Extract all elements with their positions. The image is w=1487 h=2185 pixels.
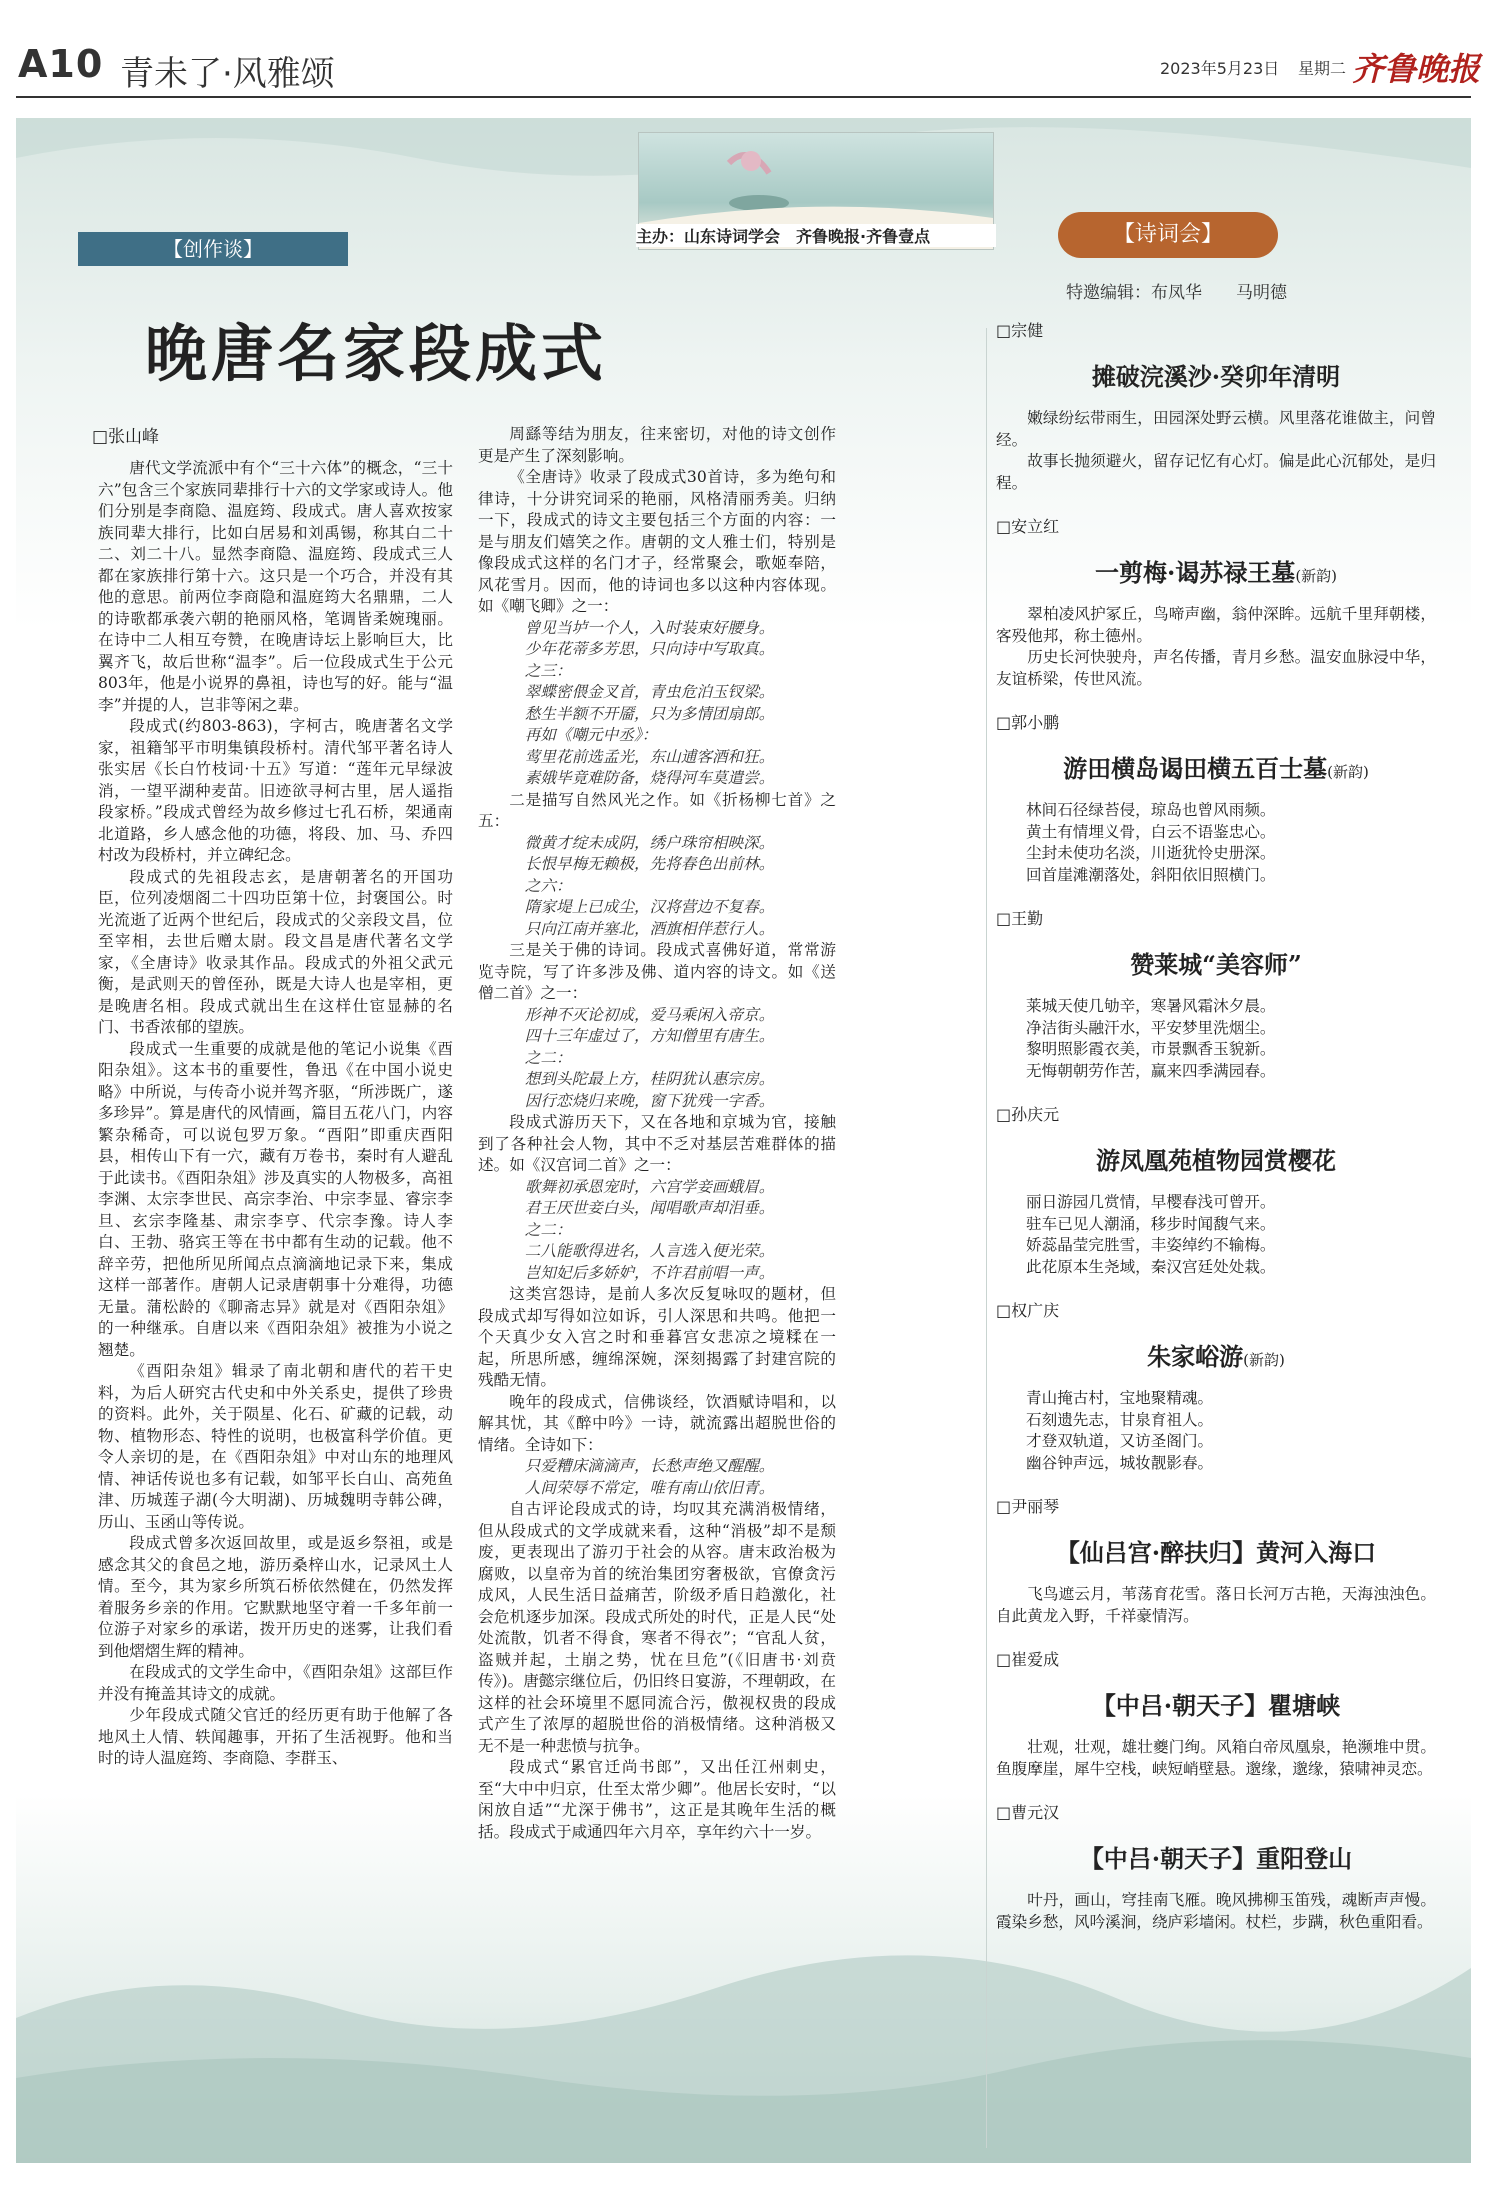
poem-line: 此花原本生尧域，秦汉宫廷处处栽。 xyxy=(1026,1257,1276,1276)
poem-line: 回首崖滩潮落处，斜阳依旧照横门。 xyxy=(1026,865,1276,884)
poem-block xyxy=(996,514,1436,690)
poems-column xyxy=(996,318,1436,1953)
poem-block xyxy=(996,1298,1436,1474)
quoted-verse: 曾见当垆一个人，入时装束好腰身。 xyxy=(524,618,775,637)
poem-title-text: 游田横岛谒田横五百士墓 xyxy=(1063,754,1328,783)
poem-title xyxy=(996,1141,1436,1176)
poem-line: 黎明照影霞衣美，市景飘香玉貌新。 xyxy=(1026,1040,1276,1058)
poem-title xyxy=(996,553,1436,588)
poem-title-text: 游凤凰苑植物园赏樱花 xyxy=(1096,1146,1336,1175)
poem-line: 驻车已见人潮涌，移步时闻馥气来。 xyxy=(1026,1214,1276,1233)
quoted-verse: 愁生半额不开靥，只为多情团扇郎。 xyxy=(524,704,775,723)
poem-line: 娇蕊晶莹完胜雪，丰姿绰约不输梅。 xyxy=(1026,1236,1276,1254)
poem-block xyxy=(996,1800,1436,1933)
poem-title xyxy=(996,1839,1436,1874)
poem-author: □崔爱成 xyxy=(996,1650,1060,1669)
quoted-verse: 人间荣辱不常定，唯有南山依旧青。 xyxy=(524,1478,775,1497)
article-title: 晚唐名家段成式 xyxy=(144,317,607,390)
poem-title xyxy=(996,1686,1436,1721)
article-column-2 xyxy=(478,424,836,1843)
article-paragraph: 《全唐诗》收录了段成式30首诗，多为绝句和律诗，十分讲究词采的艳丽，风格清丽秀美。归纳一下，段成式的诗文主要包括三个方面的内容：一是与朋友们嬉笑之作。唐朝的文人雅士们，特别是像段成式这样的名门才子，经常聚会，歌姬奉陪，风花雪月。因而，他的诗词也多以这种内容体现。如《嘲飞卿》之一： xyxy=(478,468,836,615)
poem-author: □尹丽琴 xyxy=(996,1497,1060,1516)
poem-author: □郭小鹏 xyxy=(996,713,1060,732)
poem-title xyxy=(996,1337,1436,1372)
quoted-verse: 再如《嘲元中丞》： xyxy=(524,726,658,744)
quoted-verse: 只爱糟床滴滴声，长愁声绝又醒醒。 xyxy=(524,1457,775,1475)
poem-author: □孙庆元 xyxy=(996,1105,1060,1124)
poem-block xyxy=(996,906,1436,1082)
newspaper-logo: 齐鲁晚报 xyxy=(1352,50,1481,88)
quoted-verse: 岂知妃后多娇妒，不许君前唱一声。 xyxy=(524,1263,775,1282)
poem-title-text: 【仙吕宫·醉扶归】黄河入海口 xyxy=(1055,1538,1377,1567)
article-paragraph: 段成式的先祖段志玄，是唐朝著名的开国功臣，位列凌烟阁二十四功臣第十位，封褒国公。时光流逝了近两个世纪后，段成式的父亲段文昌，位至宰相，去世后赠太尉。段文昌是唐代著名文学家，《全唐诗》收录其作品。段成式的外祖父武元衡，是武则天的曾侄孙，既是大诗人也是宰相，更是晚唐名相。段成式就出生在这样仕宦显赫的名门、书香浓郁的望族。 xyxy=(98,867,453,1036)
quoted-verse: 形神不灭论初成，爱马乘闲入帝京。 xyxy=(524,1005,775,1024)
poem-rhyme-note: (新韵) xyxy=(1327,763,1369,781)
article-paragraph: 这类宫怨诗，是前人多次反复咏叹的题材，但段成式却写得如泣如诉，引人深思和共鸣。他把一个天真少女入宫之时和垂暮宫女悲凉之境糅在一起，所思所感，缠绵深婉，深刻揭露了封建宫院的残酷无情。 xyxy=(478,1285,836,1389)
article-paragraph: 二是描写自然风光之作。如《折杨柳七首》之五： xyxy=(478,790,836,830)
header-divider xyxy=(16,96,1471,98)
poem-line: 才登双轨道，又访圣阁门。 xyxy=(1026,1432,1214,1450)
poem-block xyxy=(996,318,1436,494)
poem-line: 青山掩古村，宝地聚精魂。 xyxy=(1026,1389,1214,1407)
quoted-verse: 少年花蒂多芳思，只向诗中写取真。 xyxy=(524,640,775,658)
poem-line: 翠柏凌风护冢丘，鸟啼声幽，翁仲深眸。远航千里拜朝楼，客殁他邦，称土德州。 xyxy=(996,605,1436,645)
quoted-verse: 想到头陀最上方，桂阴犹认惠宗房。 xyxy=(524,1070,775,1088)
quoted-verse: 之三： xyxy=(524,661,572,680)
poem-title xyxy=(996,749,1436,784)
poem-line: 石刻遗先志，甘泉育祖人。 xyxy=(1026,1410,1214,1429)
poem-title-text: 赞莱城“美容师” xyxy=(1130,950,1302,979)
article-paragraph: 唐代文学流派中有个“三十六体”的概念，“三十六”包含三个家族同辈排行十六的文学家或诗人。他们分别是李商隐、温庭筠、段成式。唐人喜欢按家族同辈大排行，比如白居易和刘禹锡，称其白二十二、刘二十八。显然李商隐、温庭筠、段成式三人都在家族排行第十六。这只是一个巧合，并没有其他的意思。前两位李商隐和温庭筠大名鼎鼎，二人的诗歌都承袭六朝的艳丽风格，笔调皆柔婉瑰丽。在诗中二人相互夸赞，在晚唐诗坛上影响巨大，比翼齐飞，故后世称“温李”。后一位段成式生于公元803年，他是小说界的鼻祖，诗也写的好。能与“温李”并提的人，岂非等闲之辈。 xyxy=(98,459,453,714)
article-author: □张山峰 xyxy=(92,427,160,447)
poem-author: □曹元汉 xyxy=(996,1803,1060,1822)
poem-line: 嫩绿纷纭带雨生，田园深处野云横。风里落花谁做主，问曾经。 xyxy=(996,409,1436,449)
poem-line: 丽日游园几赏情，早樱春浅可曾开。 xyxy=(1026,1193,1276,1211)
poem-line: 林间石径绿苔侵，琼岛也曾风雨频。 xyxy=(1026,801,1276,819)
quoted-verse: 隋家堤上已成尘，汉将营边不复春。 xyxy=(524,898,775,916)
article-paragraph: 少年段成式随父官迁的经历更有助于他解了各地风土人情、轶闻趣事，开拓了生活视野。他和当时的诗人温庭筠、李商隐、李群玉、 xyxy=(98,1706,453,1767)
issue-date: 2023年5月23日 xyxy=(1160,59,1280,78)
article-paragraph: 段成式“累官迁尚书郎”，又出任江州刺史，至“大中中归京，仕至太常少卿”。他居长安时，“以闲放自适”“尤深于佛书”，这正是其晚年生活的概括。段成式于咸通四年六月卒，享年约六十一岁。 xyxy=(478,1758,836,1841)
article-paragraph: 段成式游历天下，又在各地和京城为官，接触到了各种社会人物，其中不乏对基层苦难群体的描述。如《汉宫词二首》之一： xyxy=(478,1113,836,1174)
section-title: 青未了·风雅颂 xyxy=(120,54,335,94)
article-paragraph: 段成式(约803-863)，字柯古，晚唐著名文学家，祖籍邹平市明集镇段桥村。清代邹平著名诗人张实居《长白竹枝词·十五》写道：“莲年元早绿波消，一望平湖种麦苗。旧迹欲寻柯古里，居人遥指段家桥。”段成式曾经为故乡修过七孔石桥，架通南北道路，乡人感念他的功德，将段、加、马、乔四村改为段桥村，并立碑纪念。 xyxy=(98,717,453,864)
poem-line: 飞鸟遮云月，苇荡育花雪。落日长河万古艳，天海浊浊色。自此黄龙入野，千祥豪情泻。 xyxy=(996,1585,1436,1625)
quoted-verse: 二八能歌得进名，人言选入便光荣。 xyxy=(524,1242,775,1260)
issue-weekday: 星期二 xyxy=(1298,59,1347,78)
poem-line: 幽谷钟声远，城妆靓影春。 xyxy=(1026,1453,1214,1472)
quoted-verse: 因行恋烧归来晚，窗下犹残一字香。 xyxy=(524,1091,775,1110)
poem-title-text: 朱家峪游 xyxy=(1147,1342,1244,1371)
poem-author: □宗健 xyxy=(996,321,1044,340)
poem-line: 净洁街头融汗水，平安梦里洗烟尘。 xyxy=(1026,1018,1276,1037)
article-paragraph: 晚年的段成式，信佛谈经，饮酒赋诗唱和，以解其忧，其《醉中吟》一诗，就流露出超脱世俗的情绪。全诗如下： xyxy=(478,1392,836,1454)
quoted-verse: 只向江南并塞北，酒旗相伴惹行人。 xyxy=(524,919,775,938)
quoted-verse: 歌舞初承恩宠时，六宫学妾画蛾眉。 xyxy=(524,1177,775,1196)
poem-rhyme-note: (新韵) xyxy=(1295,567,1338,585)
article-paragraph: 《酉阳杂俎》辑录了南北朝和唐代的若干史料，为后人研究古代史和中外关系史，提供了珍贵的资料。此外，关于陨星、化石、矿藏的记载，动物、植物形态、特性的说明，也极富科学价值。更令人亲切的是，在《酉阳杂俎》中对山东的地理风情、神话传说也多有记载，如邹平长白山、高苑鱼津、历城莲子湖(今大明湖)、历城魏明寺韩公碑，历山、玉函山等传说。 xyxy=(98,1362,453,1531)
poem-line: 无悔朝朝劳作苦，赢来四季满园春。 xyxy=(1026,1061,1276,1080)
article-paragraph: 段成式一生重要的成就是他的笔记小说集《酉阳杂俎》。这本书的重要性，鲁迅《在中国小说史略》中所说，与传奇小说并驾齐驱，“所涉既广，遂多珍异”。算是唐代的风情画，篇目五花八门，内容繁杂稀奇，可以说包罗万象。“酉阳”即重庆酉阳县，相传山下有一穴，藏有万卷书，秦时有人避乱于此读书。《酉阳杂俎》涉及真实的人物极多，高祖李渊、太宗李世民、高宗李治、中宗李显、睿宗李旦、玄宗李隆基、肃宗李亨、代宗李豫。诗人李白、王勃、骆宾王等在书中都有生动的记载。他不辞辛劳，把他所见所闻点点滴滴地记录下来，集成这样一部著作。唐朝人记录唐朝事十分难得，功德无量。蒲松龄的《聊斋志异》就是对《酉阳杂俎》的一种继承。自唐以来《酉阳杂俎》被推为小说之翘楚。 xyxy=(98,1039,453,1359)
content-panel xyxy=(16,118,1471,2163)
poem-title-text: 【中吕·朝天子】瞿塘峡 xyxy=(1091,1691,1341,1720)
poem-author: □权广庆 xyxy=(996,1301,1060,1320)
column-tag-creation: 【创作谈】 xyxy=(78,232,348,266)
poem-line: 尘封未使功名淡，川逝犹怜史册深。 xyxy=(1026,844,1276,862)
page-number: A10 xyxy=(18,42,104,86)
poem-title-text: 摊破浣溪沙·癸卯年清明 xyxy=(1091,362,1341,391)
quoted-verse: 素娥毕竟难防备，烧得河车莫遣尝。 xyxy=(524,769,775,787)
sponsor-line: 主办：山东诗词学会 齐鲁晚报·齐鲁壹点 xyxy=(636,224,996,247)
poem-block xyxy=(996,1494,1436,1627)
quoted-verse: 长恨早梅无赖极，先将春色出前林。 xyxy=(524,855,775,873)
poem-block xyxy=(996,710,1436,886)
quoted-verse: 之六： xyxy=(524,876,572,895)
quoted-verse: 莺里花前选孟光，东山逋客酒和狂。 xyxy=(524,747,775,766)
poem-rhyme-note: (新韵) xyxy=(1243,1351,1285,1369)
quoted-verse: 翠蝶密偎金叉首，青虫危泊玉钗梁。 xyxy=(524,683,775,701)
quoted-verse: 微黄才绽未成阴，绣户珠帘相映深。 xyxy=(524,833,775,852)
poem-line: 莱城天使几劬辛，寒暑风霜沐夕晨。 xyxy=(1026,997,1276,1015)
poem-line: 故事长抛须避火，留存记忆有心灯。偏是此心沉郁处，是归程。 xyxy=(996,452,1436,492)
poem-title xyxy=(996,1533,1436,1568)
poem-line: 壮观，壮观，雄壮夔门绚。风箱白帝凤凰泉，艳濒堆中贯。鱼腹摩崖，犀牛空栈，峡短峭壁悬。邈缘，邈缘，猿啸神灵恋。 xyxy=(996,1738,1436,1778)
quoted-verse: 君王厌世妾白头，闻唱歌声却泪垂。 xyxy=(524,1199,775,1217)
poem-line: 黄土有情埋义骨，白云不语鉴忠心。 xyxy=(1026,822,1276,841)
poem-title xyxy=(996,357,1436,392)
poem-author: □安立红 xyxy=(996,517,1060,536)
article-paragraph: 段成式曾多次返回故里，或是返乡祭祖，或是感念其父的食邑之地，游历桑梓山水，记录风土人情。至今，其为家乡所筑石桥依然健在，仍然发挥着服务乡亲的作用。它默默地坚守着一千多年前一位游子对家乡的承诺，拨开历史的迷雾，让我们看到他熠熠生辉的精神。 xyxy=(98,1534,453,1660)
poem-block xyxy=(996,1647,1436,1780)
poem-line: 历史长河快驶舟，声名传播，青月乡愁。温安血脉浸中华，友谊桥梁，传世风流。 xyxy=(996,648,1436,688)
poem-title-text: 【中吕·朝天子】重阳登山 xyxy=(1079,1844,1353,1873)
poem-title xyxy=(996,945,1436,980)
poem-title-text: 一剪梅·谒苏禄王墓 xyxy=(1094,558,1296,587)
poem-line: 叶丹，画山，穹挂南飞雁。晚风拂柳玉笛残，魂断声声慢。霞染乡愁，风吟溪涧，绕庐彩墙闲。杖栏，步蹒，秋色重阳看。 xyxy=(996,1891,1436,1931)
poem-author: □王勤 xyxy=(996,909,1044,928)
article-paragraph: 在段成式的文学生命中，《酉阳杂俎》这部巨作并没有掩盖其诗文的成就。 xyxy=(98,1663,453,1703)
column-tag-poetry: 【诗词会】 xyxy=(1058,212,1278,258)
quoted-verse: 四十三年虚过了，方知僧里有唐生。 xyxy=(524,1027,775,1045)
page-header xyxy=(0,0,1487,110)
article-paragraph: 自古评论段成式的诗，均叹其充满消极情绪，但从段成式的文学成就来看，这种“消极”却不是颓废，更表现出了游刃于社会的从容。唐末政治极为腐败，以皇帝为首的统治集团穷奢极欲，官僚贪污成风，人民生活日益痛苦，阶级矛盾日趋激化，社会危机逐步加深。段成式所处的时代，正是人民“处处流散，饥者不得食，寒者不得衣”；“官乱人贫，盗贼并起，土崩之势，忧在旦危”(《旧唐书·刘贲传》)。唐懿宗继位后，仍旧终日宴游，不理朝政，在这样的社会环境里不愿同流合污，傲视权贵的段成式产生了浓厚的超脱世俗的消极情绪。这种消极又无不是一种悲愤与抗争。 xyxy=(478,1500,836,1755)
quoted-verse: 之二： xyxy=(524,1048,572,1067)
article-paragraph: 三是关于佛的诗词。段成式喜佛好道，常常游览寺院，写了许多涉及佛、道内容的诗文。如《送僧二首》之一： xyxy=(478,941,836,1002)
quoted-verse: 之二： xyxy=(524,1220,572,1239)
guest-editors: 特邀编辑：布凤华 马明德 xyxy=(1066,283,1287,303)
poem-block xyxy=(996,1102,1436,1278)
column-divider xyxy=(986,328,987,2148)
article-column-1 xyxy=(98,458,453,1770)
article-paragraph: 周繇等结为朋友，往来密切，对他的诗文创作更是产生了深刻影响。 xyxy=(478,425,836,465)
